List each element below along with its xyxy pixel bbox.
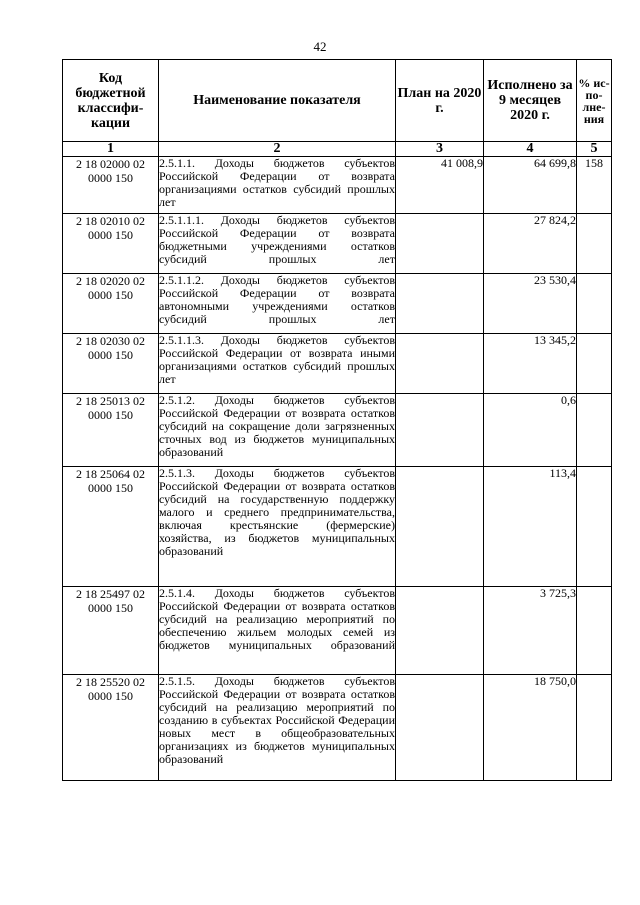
percent-cell [577,214,612,274]
executed-cell: 0,6 [484,394,577,467]
table-row [63,394,612,467]
table-row [63,334,612,394]
percent-cell: 158 [577,157,612,214]
header-name: Наименование показателя [159,60,396,142]
column-number: 2 [159,142,396,157]
table-row [63,214,612,274]
percent-cell [577,334,612,394]
name-cell: 2.5.1.4. Доходы бюджетов субъектов Российской Федерации от возврата остатков субсидий на реализацию мероприятий по обеспечению жильем молодых семей из бюджетов муниципальных образований [159,587,396,675]
code-cell: 2 18 25013 02 0000 150 [63,394,159,467]
name-cell: 2.5.1.2. Доходы бюджетов субъектов Российской Федерации от возврата остатков субсидий на сокращение доли загрязненных сточных вод из бюджетов муниципальных образований [159,394,396,467]
executed-cell: 23 530,4 [484,274,577,334]
code-cell: 2 18 25064 02 0000 150 [63,467,159,587]
plan-cell [396,334,484,394]
code-cell: 2 18 02000 02 0000 150 [63,157,159,214]
table-row [63,587,612,675]
header-percent: % ис-по-лне-ния [577,60,612,142]
code-cell: 2 18 25497 02 0000 150 [63,587,159,675]
plan-cell [396,675,484,781]
code-cell: 2 18 02010 02 0000 150 [63,214,159,274]
column-number: 5 [577,142,612,157]
percent-cell [577,394,612,467]
table-row [63,675,612,781]
percent-cell [577,467,612,587]
code-cell: 2 18 25520 02 0000 150 [63,675,159,781]
plan-cell [396,274,484,334]
executed-cell: 18 750,0 [484,675,577,781]
plan-cell [396,394,484,467]
plan-cell [396,587,484,675]
header-executed: Исполнено за 9 месяцев 2020 г. [484,60,577,142]
name-cell: 2.5.1.1.1. Доходы бюджетов субъектов Российской Федерации от возврата бюджетными учреждениями остатков субсидий прошлых лет [159,214,396,274]
name-cell: 2.5.1.5. Доходы бюджетов субъектов Российской Федерации от возврата остатков субсидий на реализацию мероприятий по созданию в субъектах Российской Федерации новых мест в общеобразовательных организациях из бюджетов муниципальных образований [159,675,396,781]
name-cell: 2.5.1.3. Доходы бюджетов субъектов Российской Федерации от возврата остатков субсидий на государственную поддержку малого и среднего предпринимательства, включая крестьянские (фермерские) хозяйства, из бюджетов муниципальных образований [159,467,396,587]
table-row [63,274,612,334]
name-cell: 2.5.1.1. Доходы бюджетов субъектов Российской Федерации от возврата организациями остатков субсидий прошлых лет [159,157,396,214]
executed-cell: 113,4 [484,467,577,587]
column-number: 3 [396,142,484,157]
name-cell: 2.5.1.1.3. Доходы бюджетов субъектов Российской Федерации от возврата иными организациями остатков субсидий прошлых лет [159,334,396,394]
executed-cell: 13 345,2 [484,334,577,394]
plan-cell: 41 008,9 [396,157,484,214]
percent-cell [577,274,612,334]
page-number: 42 [313,39,327,54]
budget-table [62,59,612,781]
column-number: 4 [484,142,577,157]
code-cell: 2 18 02030 02 0000 150 [63,334,159,394]
column-number: 1 [63,142,159,157]
executed-cell: 27 824,2 [484,214,577,274]
executed-cell: 3 725,3 [484,587,577,675]
percent-cell [577,587,612,675]
header-row [63,60,612,142]
name-cell: 2.5.1.1.2. Доходы бюджетов субъектов Российской Федерации от возврата автономными учреждениями остатков субсидий прошлых лет [159,274,396,334]
percent-cell [577,675,612,781]
code-cell: 2 18 02020 02 0000 150 [63,274,159,334]
header-plan: План на 2020 г. [396,60,484,142]
executed-cell: 64 699,8 [484,157,577,214]
table-row [63,157,612,214]
plan-cell [396,467,484,587]
table-row [63,467,612,587]
column-number-row [63,142,612,157]
plan-cell [396,214,484,274]
header-code: Код бюджетной классифи-кации [63,60,159,142]
